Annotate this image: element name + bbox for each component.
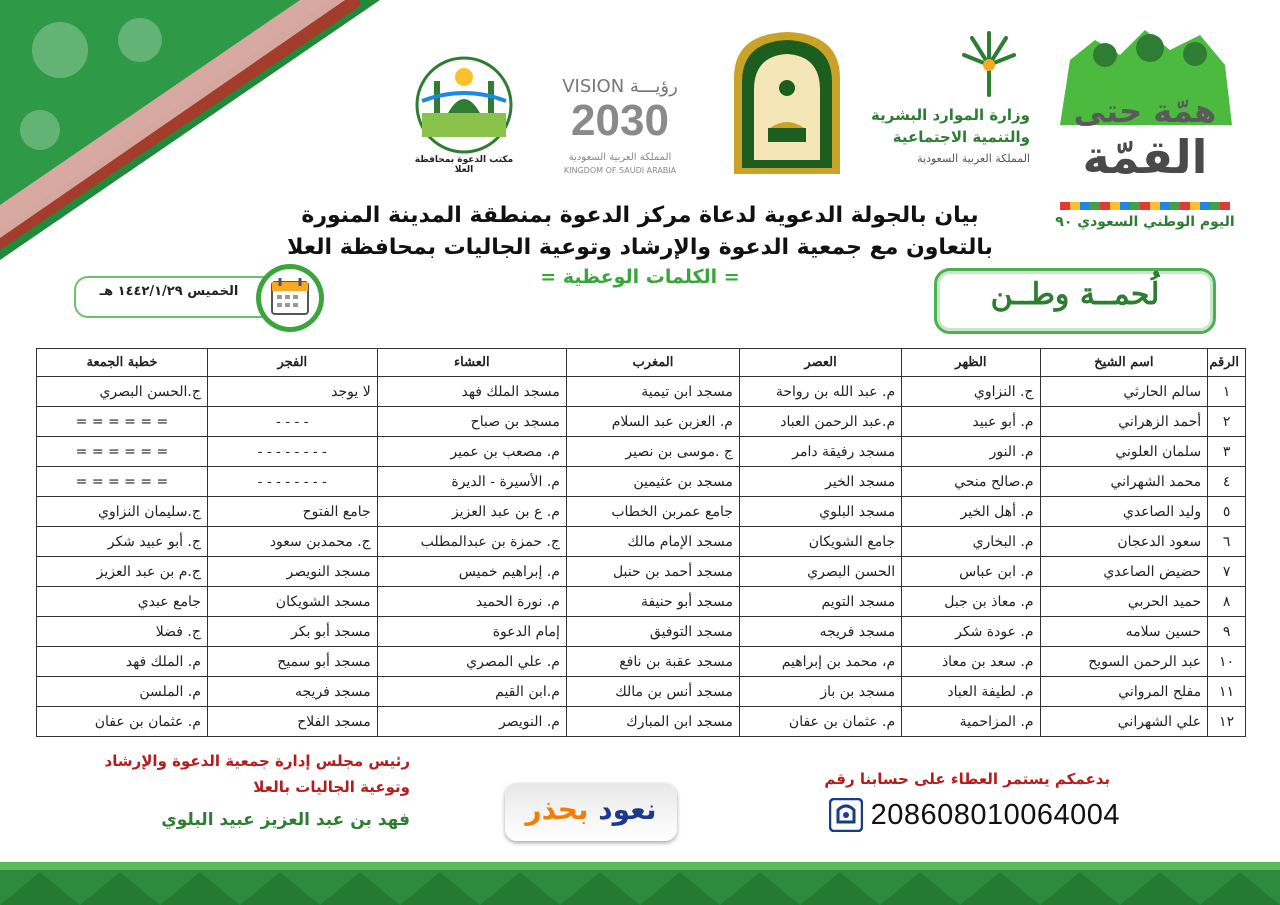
table-row [37, 377, 1246, 407]
cell-friday: = = = = = = [37, 407, 208, 437]
cell-sheikh: حميد الحربي [1040, 587, 1208, 617]
cell-number: ١٢ [1208, 707, 1246, 737]
cell-dhuhr: م. سعد بن معاذ [902, 647, 1040, 677]
table-row [37, 407, 1246, 437]
cell-asr: مسجد التويم [739, 587, 901, 617]
cell-fajr: مسجد الشويكان [207, 587, 377, 617]
cell-fajr: - - - - - - - - [207, 467, 377, 497]
cell-fajr: مسجد فريجه [207, 677, 377, 707]
cell-asr: الحسن البصري [739, 557, 901, 587]
campaign-badge [934, 268, 1216, 334]
chairman-title-line2: وتوعية الجاليات بالعلا [253, 778, 410, 796]
vision-country-en: KINGDOM OF SAUDI ARABIA [563, 166, 677, 175]
account-number[interactable]: 208608010064004 [870, 798, 1120, 831]
header-maghrib: المغرب [566, 349, 739, 377]
palm-icon [954, 30, 1024, 100]
table-row [37, 437, 1246, 467]
cell-sheikh: عبد الرحمن السويح [1040, 647, 1208, 677]
hrsd-logo [850, 30, 1030, 180]
cell-isha: م. الأسيرة - الديرة [377, 467, 566, 497]
cell-dhuhr: م. لطيفة العباد [902, 677, 1040, 707]
cell-dhuhr: م. معاذ بن جبل [902, 587, 1040, 617]
cell-number: ٦ [1208, 527, 1246, 557]
cell-dhuhr: م. النور [902, 437, 1040, 467]
chairman-title-line1: رئيس مجلس إدارة جمعية الدعوة والإرشاد [104, 752, 410, 770]
subtitle: = الكلمات الوعظية = [540, 266, 740, 288]
cell-fajr: لا يوجد [207, 377, 377, 407]
cell-fajr: مسجد الفلاح [207, 707, 377, 737]
cell-asr: م. عبد الله بن رواحة [739, 377, 901, 407]
national-day-logo [1050, 20, 1240, 235]
bank-logo-icon [829, 798, 863, 832]
cell-dhuhr: م.صالح منحي [902, 467, 1040, 497]
chairman-name: فهد بن عبد العزيز عبيد البلوي [161, 810, 410, 830]
cell-number: ٣ [1208, 437, 1246, 467]
cell-friday: م. الملك فهد [37, 647, 208, 677]
cell-asr: م.عبد الرحمن العباد [739, 407, 901, 437]
vision-2030-logo [540, 70, 700, 180]
table-header-row [37, 349, 1246, 377]
cell-isha: م.ابن القيم [377, 677, 566, 707]
cell-dhuhr: م. عودة شكر [902, 617, 1040, 647]
table-row [37, 497, 1246, 527]
vision-title: VISION رؤيـــة [562, 76, 678, 97]
cell-friday: = = = = = = [37, 437, 208, 467]
cell-dhuhr: ج. النزاوي [902, 377, 1040, 407]
cell-maghrib: مسجد عقبة بن نافع [566, 647, 739, 677]
cell-isha: إمام الدعوة [377, 617, 566, 647]
islamic-affairs-logo [728, 28, 846, 176]
vision-number: 2030 [571, 96, 669, 145]
office-name: مكتب الدعوة بمحافظة العلا [414, 155, 514, 175]
cell-dhuhr: م. أهل الخير [902, 497, 1040, 527]
hrsd-line3: المملكة العربية السعودية [917, 152, 1030, 165]
cell-maghrib: مسجد التوفيق [566, 617, 739, 647]
cell-asr: جامع الشويكان [739, 527, 901, 557]
cell-fajr: - - - - [207, 407, 377, 437]
cell-asr: مسجد بن باز [739, 677, 901, 707]
cell-isha: م. علي المصري [377, 647, 566, 677]
table-row [37, 467, 1246, 497]
cell-friday: ج.م بن عبد العزيز [37, 557, 208, 587]
header-asr: العصر [739, 349, 901, 377]
cell-fajr: مسجد أبو سميح [207, 647, 377, 677]
cell-fajr: جامع الفتوح [207, 497, 377, 527]
table-row [37, 527, 1246, 557]
cell-maghrib: مسجد أبو حنيفة [566, 587, 739, 617]
national-day-pattern [1060, 202, 1230, 210]
naood-bihathar-logo [505, 783, 677, 841]
table-row [37, 677, 1246, 707]
cell-maghrib: مسجد أنس بن مالك [566, 677, 739, 707]
cell-friday: ج.سليمان النزاوي [37, 497, 208, 527]
cell-friday: جامع عبدي [37, 587, 208, 617]
cell-asr: م، محمد بن إبراهيم [739, 647, 901, 677]
table-row [37, 587, 1246, 617]
cell-friday: ج. أبو عبيد شكر [37, 527, 208, 557]
cell-fajr: مسجد أبو بكر [207, 617, 377, 647]
cell-maghrib: جامع عمربن الخطاب [566, 497, 739, 527]
cell-sheikh: أحمد الزهراني [1040, 407, 1208, 437]
cell-dhuhr: م. أبو عبيد [902, 407, 1040, 437]
cell-asr: مسجد البلوي [739, 497, 901, 527]
header-number: الرقم [1208, 349, 1246, 377]
cell-sheikh: سالم الحارثي [1040, 377, 1208, 407]
cell-friday: ج.الحسن البصري [37, 377, 208, 407]
cell-friday: م. الملسن [37, 677, 208, 707]
cell-sheikh: سلمان العلوني [1040, 437, 1208, 467]
cell-sheikh: محمد الشهراني [1040, 467, 1208, 497]
header-isha: العشاء [377, 349, 566, 377]
date-badge [74, 270, 324, 328]
table-row [37, 617, 1246, 647]
date-text: الخميس ١٤٤٢/١/٢٩ هـ [99, 284, 239, 299]
header-fajr: الفجر [207, 349, 377, 377]
cell-fajr: مسجد النويصر [207, 557, 377, 587]
header-friday-sermon: خطبة الجمعة [37, 349, 208, 377]
table-row [37, 647, 1246, 677]
cell-isha: م. النويصر [377, 707, 566, 737]
cell-fajr: ج. محمدبن سعود [207, 527, 377, 557]
schedule-table [36, 348, 1246, 737]
title-block [220, 200, 1060, 290]
cell-maghrib: مسجد بن عثيمين [566, 467, 739, 497]
vision-country-ar: المملكة العربية السعودية [568, 152, 672, 163]
cell-sheikh: حسين سلامه [1040, 617, 1208, 647]
cell-maghrib: مسجد ابن المبارك [566, 707, 739, 737]
cell-number: ٤ [1208, 467, 1246, 497]
cell-number: ٨ [1208, 587, 1246, 617]
cell-maghrib: م. العزبن عبد السلام [566, 407, 739, 437]
cell-maghrib: ج .موسى بن نصير [566, 437, 739, 467]
cell-number: ١١ [1208, 677, 1246, 707]
campaign-logo-part-a: نعود [588, 793, 657, 826]
cell-number: ٩ [1208, 617, 1246, 647]
cell-sheikh: سعود الدعجان [1040, 527, 1208, 557]
cell-asr: مسجد فريجه [739, 617, 901, 647]
cell-isha: مسجد بن صباح [377, 407, 566, 437]
cell-number: ١ [1208, 377, 1246, 407]
national-day-line2: القمّة [1082, 130, 1208, 184]
cell-number: ٧ [1208, 557, 1246, 587]
cell-dhuhr: م. المزاحمية [902, 707, 1040, 737]
national-day-caption: اليوم الوطني السعودي ٩٠ [1055, 214, 1235, 230]
chairman-signature [40, 748, 410, 830]
donation-info [790, 770, 1120, 832]
header-sheikh: اسم الشيخ [1040, 349, 1208, 377]
campaign-text: لُحمــة وطــن [990, 277, 1160, 312]
account-row [790, 798, 1120, 832]
cell-maghrib: مسجد أحمد بن حنبل [566, 557, 739, 587]
cell-friday: = = = = = = [37, 467, 208, 497]
donation-label: بدعمكم يستمر العطاء على حسابنا رقم [824, 770, 1110, 788]
cell-isha: م. مصعب بن عمير [377, 437, 566, 467]
cell-friday: م. عثمان بن عفان [37, 707, 208, 737]
hrsd-line1: وزارة الموارد البشرية [871, 106, 1030, 124]
dawah-office-logo [408, 55, 520, 173]
national-day-line1: همّة حتى [1073, 92, 1217, 130]
calendar-icon [254, 262, 326, 334]
title-line-1: بيان بالجولة الدعوية لدعاة مركز الدعوة بمنطقة المدينة المنورة [301, 203, 979, 228]
cell-friday: ج. فضلا [37, 617, 208, 647]
cell-isha: ج. حمزة بن عبدالمطلب [377, 527, 566, 557]
cell-sheikh: مفلح المرواني [1040, 677, 1208, 707]
cell-isha: م. نورة الحميد [377, 587, 566, 617]
mosque-emblem-icon [408, 55, 520, 155]
table-row [37, 707, 1246, 737]
cell-number: ١٠ [1208, 647, 1246, 677]
table-row [37, 557, 1246, 587]
cell-isha: م. ع بن عبد العزيز [377, 497, 566, 527]
cell-sheikh: علي الشهراني [1040, 707, 1208, 737]
naood-bihathar-text [505, 793, 677, 826]
cell-asr: مسجد الخير [739, 467, 901, 497]
cell-number: ٢ [1208, 407, 1246, 437]
cell-asr: م. عثمان بن عفان [739, 707, 901, 737]
decorative-bottom-band [0, 862, 1280, 905]
cell-isha: مسجد الملك فهد [377, 377, 566, 407]
hrsd-line2: والتنمية الاجتماعية [892, 128, 1030, 146]
cell-isha: م. إبراهيم خميس [377, 557, 566, 587]
title-line-2: بالتعاون مع جمعية الدعوة والإرشاد وتوعية الجاليات بمحافظة العلا [287, 235, 993, 260]
cell-fajr: - - - - - - - - [207, 437, 377, 467]
cell-maghrib: مسجد الإمام مالك [566, 527, 739, 557]
cell-sheikh: حضيض الصاعدي [1040, 557, 1208, 587]
header-dhuhr: الظهر [902, 349, 1040, 377]
campaign-logo-part-b: بحذر [525, 793, 589, 826]
cell-dhuhr: م. البخاري [902, 527, 1040, 557]
cell-dhuhr: م. ابن عباس [902, 557, 1040, 587]
cell-number: ٥ [1208, 497, 1246, 527]
cell-sheikh: وليد الصاعدي [1040, 497, 1208, 527]
cell-asr: مسجد رفيقة دامر [739, 437, 901, 467]
cell-maghrib: مسجد ابن تيمية [566, 377, 739, 407]
